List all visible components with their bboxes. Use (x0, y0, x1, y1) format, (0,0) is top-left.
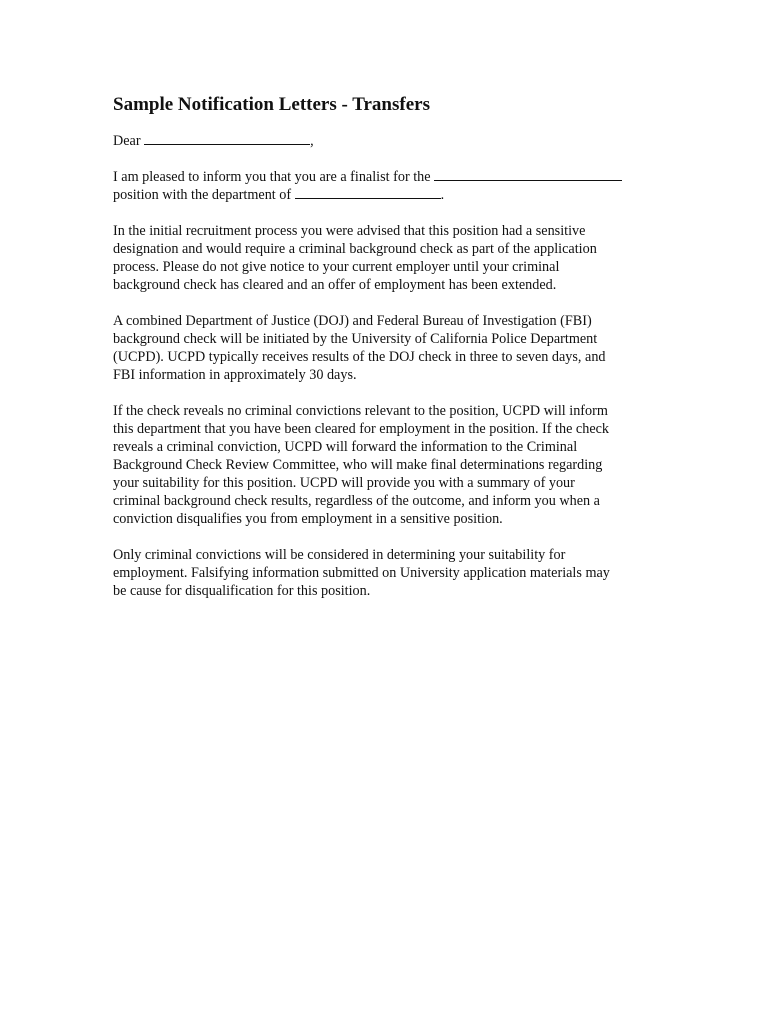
paragraph-line: criminal background check results, regardless of the outcome, and inform you when a (113, 493, 600, 509)
intro-paragraph (113, 168, 653, 204)
intro-line-2 (113, 186, 653, 204)
paragraph-line: conviction disqualifies you from employment in a sensitive position. (113, 511, 503, 527)
paragraph-background-check-notice (113, 222, 653, 294)
paragraph-line: your suitability for this position. UCPD will provide you with a summary of your (113, 475, 575, 491)
paragraph-line: this department that you have been cleared for employment in the position. If the check (113, 421, 610, 437)
paragraph-convictions-only (113, 546, 653, 600)
paragraph-line: process. Please do not give notice to your current employer until your criminal (113, 259, 560, 275)
intro-line-2-end: . (440, 187, 445, 203)
paragraph-line: Background Check Review Committee, who will make final determinations regarding (113, 457, 603, 473)
paragraph-line: A combined Department of Justice (DOJ) and Federal Bureau of Investigation (FBI) (113, 313, 592, 329)
paragraph-line: background check will be initiated by the University of California Police Department (113, 331, 598, 347)
salutation-line (113, 132, 653, 150)
paragraph-line: designation and would require a criminal background check as part of the application (113, 241, 597, 257)
recipient-name-blank (144, 132, 310, 145)
paragraph-line: FBI information in approximately 30 days. (113, 367, 357, 383)
position-title-blank (434, 168, 622, 181)
paragraph-line: Only criminal convictions will be considered in determining your suitability for (113, 547, 566, 563)
intro-line-2-text: position with the department of (113, 187, 292, 203)
paragraph-check-results (113, 402, 653, 528)
intro-line-1-text: I am pleased to inform you that you are a finalist for the (113, 169, 431, 185)
paragraph-line: In the initial recruitment process you were advised that this position had a sensitive (113, 223, 586, 239)
paragraph-line: background check has cleared and an offer of employment has been extended. (113, 277, 557, 293)
paragraph-line: be cause for disqualification for this position. (113, 583, 371, 599)
department-name-blank (295, 186, 441, 199)
intro-line-1 (113, 168, 653, 186)
salutation (113, 132, 653, 150)
paragraph-line: employment. Falsifying information submitted on University application materials may (113, 565, 610, 581)
salutation-prefix: Dear (113, 133, 141, 149)
salutation-suffix: , (310, 133, 314, 149)
letter-body (113, 93, 653, 618)
document-title: Sample Notification Letters - Transfers (113, 94, 430, 115)
paragraph-line: (UCPD). UCPD typically receives results of the DOJ check in three to seven days, and (113, 349, 606, 365)
paragraph-doj-fbi-check (113, 312, 653, 384)
paragraph-line: If the check reveals no criminal convictions relevant to the position, UCPD will inform (113, 403, 608, 419)
paragraph-line: reveals a criminal conviction, UCPD will forward the information to the Criminal (113, 439, 578, 455)
